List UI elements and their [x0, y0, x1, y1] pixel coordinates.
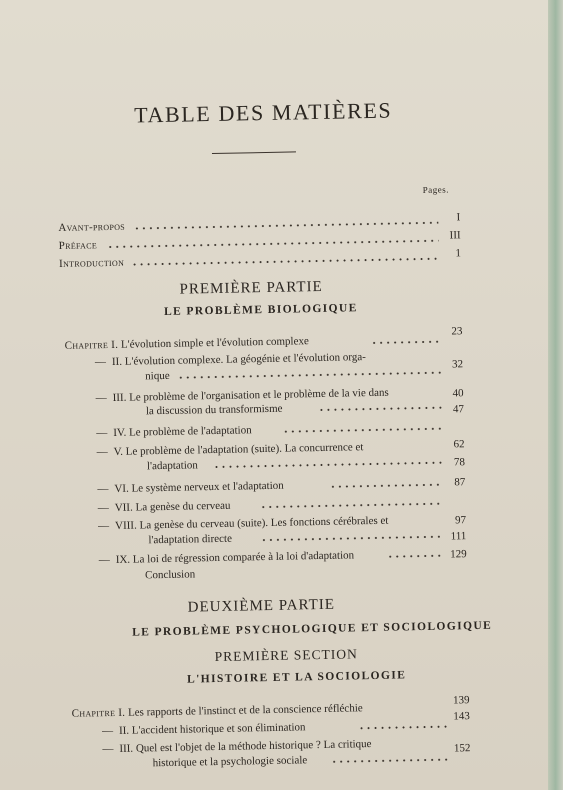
- leader-dots: [329, 483, 443, 489]
- chapter-number: II.: [111, 355, 123, 368]
- page-number: 139: [452, 694, 470, 707]
- chapter-number: II.: [118, 724, 130, 737]
- part-one-title: PREMIÈRE PARTIE: [179, 278, 323, 298]
- page-number: 87: [454, 476, 466, 489]
- page-number: I: [456, 211, 461, 224]
- part-two-subtitle: LE PROBLÈME PSYCHOLOGIQUE ET SOCIOLOGIQUE: [132, 619, 493, 639]
- chapter-title: La genèse du cerveau (suite). Les fonctions cérébrales et: [139, 514, 389, 532]
- chapter-2: — II. L'évolution complexe. La géogénie et l'évolution orga-: [94, 351, 366, 369]
- page-number: 97: [454, 514, 467, 527]
- chapter-title: Les rapports de l'instinct et de la conscience réfléchie: [127, 702, 363, 719]
- chapter-number: Chapitre I.: [71, 706, 126, 720]
- chapter-5: — V. Le problème de l'adaptation (suite). La concurrence et: [96, 441, 364, 459]
- chapter-3: — III. Le problème de l'organisation et le problème de la vie dans: [95, 386, 389, 405]
- page-number: 40: [452, 387, 464, 400]
- page-number: 111: [450, 530, 467, 543]
- page-number: 1: [455, 247, 462, 260]
- chapter-title: Le système nerveux et l'adaptation: [131, 479, 284, 495]
- chapter-number: IX.: [115, 553, 131, 566]
- chapter-title: Le problème de l'adaptation (suite). La concurrence et: [125, 441, 364, 458]
- chapter-title: Le problème de l'adaptation: [128, 424, 252, 439]
- leader-dots: [318, 406, 442, 412]
- part-one-subtitle: LE PROBLÈME BIOLOGIQUE: [163, 302, 358, 318]
- part-two-title: DEUXIÈME PARTIE: [187, 596, 336, 616]
- part2-chapter-1: [72, 702, 363, 720]
- page-number: 78: [453, 456, 466, 469]
- chapter-title: L'accident historique et son élimination: [131, 721, 306, 737]
- chapter-4: — IV. Le problème de l'adaptation: [96, 424, 252, 440]
- leader-dots: [331, 758, 449, 764]
- leader-dots: [358, 725, 448, 731]
- chapter-8-continued: l'adaptation directe: [148, 532, 233, 547]
- chapter-6: — VI. Le système nerveux et l'adaptation: [97, 479, 284, 496]
- page-number: 129: [450, 548, 467, 561]
- chapter-3-continued: la discussion du transformisme: [145, 402, 283, 418]
- page-number: III: [449, 229, 461, 242]
- part2-chapter-3: — III. Quel est l'objet de la méthode historique ? La critique: [102, 738, 372, 756]
- leader-dots: [107, 239, 439, 249]
- chapter-9: — IX. La loi de régression comparée à la loi d'adaptation: [98, 549, 355, 567]
- chapter-7: — VII. La genèse du cerveau: [97, 499, 231, 515]
- page-number: 62: [453, 438, 465, 451]
- leader-dots: [371, 340, 441, 345]
- leader-dots: [213, 461, 443, 469]
- chapter-title: La loi de régression comparée à la loi d'adaptation: [132, 549, 355, 566]
- leader-dots: [282, 427, 442, 434]
- toc-entry-avant-propos: Avant-propos: [58, 220, 126, 234]
- chapter-1: [65, 335, 309, 352]
- table-of-contents: [56, 96, 493, 770]
- chapter-number: IV.: [113, 426, 127, 439]
- page-title: TABLE DES MATIÈRES: [133, 97, 393, 128]
- chapter-2-continued: nique: [145, 369, 170, 383]
- part2-chapter-3-continued: historique et la psychologie sociale: [152, 754, 308, 770]
- chapter-number: V.: [113, 445, 124, 458]
- section-title: PREMIÈRE SECTION: [214, 646, 358, 665]
- chapter-5-continued: l'adaptation: [146, 459, 198, 473]
- leader-dots: [177, 371, 441, 380]
- chapter-title: Le problème de l'organisation et le problème de la vie dans: [129, 386, 389, 404]
- page-number: 152: [453, 742, 471, 755]
- chapter-number: VIII.: [114, 519, 137, 532]
- section-subtitle: L'HISTOIRE ET LA SOCIOLOGIE: [186, 669, 407, 686]
- chapter-number: VI.: [114, 482, 129, 495]
- chapter-number: III.: [119, 742, 134, 755]
- book-edge: [548, 0, 563, 790]
- chapter-number: Chapitre I.: [64, 338, 119, 352]
- conclusion-entry: Conclusion: [144, 568, 196, 582]
- chapter-title: L'évolution complexe. La géogénie et l'évolution orga-: [124, 351, 366, 368]
- toc-entry-introduction: Introduction: [58, 256, 125, 270]
- page-number: 32: [451, 358, 464, 371]
- leader-dots: [260, 502, 444, 510]
- chapter-title: Quel est l'objet de la méthode historique ? La critique: [135, 738, 372, 755]
- chapter-title: L'évolution simple et l'évolution complexe: [120, 335, 309, 351]
- leader-dots: [133, 221, 438, 231]
- page-number: 23: [451, 325, 463, 338]
- leader-dots: [131, 257, 439, 267]
- chapter-title: La genèse du cerveau: [135, 499, 231, 514]
- page-number: 143: [453, 710, 470, 723]
- page-number: 47: [452, 403, 465, 416]
- chapter-number: VII.: [114, 501, 133, 514]
- toc-entry-preface: Préface: [58, 239, 98, 252]
- leader-dots: [260, 535, 444, 543]
- chapter-number: III.: [112, 391, 127, 404]
- pages-column-label: Pages.: [422, 184, 450, 195]
- chapter-8: — VIII. La genèse du cerveau (suite). Les fonctions cérébrales et: [97, 514, 389, 533]
- part2-chapter-2: — II. L'accident historique et son élimination: [101, 721, 306, 738]
- title-rule: [212, 151, 296, 154]
